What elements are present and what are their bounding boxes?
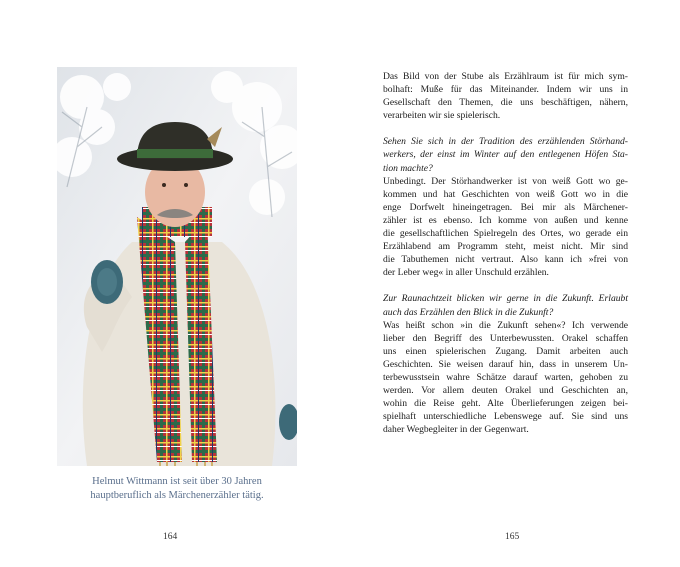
text-line: Geschichten. Sie weisen darauf hin, dass in unserem Un- bbox=[383, 358, 628, 370]
text-line: enge Dorfwelt hineingetragen. Bei mir als Märchener- bbox=[383, 201, 628, 213]
portrait-photo bbox=[57, 67, 297, 466]
text-line: Sehen Sie sich in der Tradition des erzählenden Störhand- bbox=[383, 136, 628, 148]
text-line: wohin die Reise geht. Alte Überlieferungen zeigen bei- bbox=[383, 398, 628, 410]
text-line: tion machte? bbox=[383, 162, 433, 174]
interview-answer bbox=[383, 175, 628, 280]
text-line: auch das Erzählen den Blick in die Zukunft? bbox=[383, 306, 554, 318]
text-line: Unbedingt. Der Störhandwerker ist von weiß Gott wo ge- bbox=[383, 175, 628, 187]
photo-caption bbox=[57, 475, 297, 503]
article-text bbox=[383, 70, 628, 436]
text-line: Erzählabend am Programm steht, meist nicht. Mir sind bbox=[383, 241, 628, 253]
text-line: werden. Vor allem deuten Orakel und Geschichten an, bbox=[383, 385, 628, 397]
text-line: Zur Raunachtzeit blicken wir gerne in die Zukunft. Erlaubt bbox=[383, 293, 628, 305]
text-line: Gesellschaft den Themen, die uns beschäftigen, nähern, bbox=[383, 97, 628, 109]
interview-question bbox=[383, 292, 628, 318]
text-line: zähler ist es ebenso. Ich komme von außen und kenne bbox=[383, 214, 628, 226]
text-line: verarbeiten wir sie spielerisch. bbox=[383, 110, 501, 122]
text-line: uns einen spielerischen Zugang. Damit arbeiten auch bbox=[383, 345, 628, 357]
text-line: die Tabuthemen nicht vertraut. Also kann ich »frei von bbox=[383, 254, 628, 266]
caption-line: Helmut Wittmann ist seit über 30 Jahren bbox=[92, 476, 262, 487]
text-line: bolhaft: Muße für das Miteinander. Indem wir uns in bbox=[383, 84, 628, 96]
text-line: terbewusstsein wahre Schätze darauf warten, gehoben zu bbox=[383, 371, 628, 383]
text-line: der Leber weg« in aller Unschuld erzählen. bbox=[383, 267, 549, 279]
interview-question bbox=[383, 135, 628, 174]
text-line: die gesellschaftlichen Spielregeln des Ortes, wo gerade ein bbox=[383, 228, 628, 240]
text-line: lieber den Begriff des Unterbewussten. Orakel schaffen bbox=[383, 332, 628, 344]
page-number-right: 165 bbox=[505, 532, 520, 542]
text-line: kommen und hat Geschichten von weiß Gott wo in die bbox=[383, 188, 628, 200]
text-line: werkers, der einst im Winter auf den entlegenen Höfen Sta- bbox=[383, 149, 628, 161]
page-number-left: 164 bbox=[163, 532, 178, 542]
text-line: Was heißt schon »in die Zukunft sehen«? Ich verwende bbox=[383, 319, 628, 331]
interview-answer bbox=[383, 319, 628, 437]
paragraph bbox=[383, 70, 628, 122]
text-line: daher Wegbegleiter in der Gegenwart. bbox=[383, 424, 529, 436]
caption-line: hauptberuflich als Märchenerzähler tätig. bbox=[90, 490, 264, 501]
text-line: Das Bild von der Stube als Erzählraum ist für mich sym- bbox=[383, 71, 628, 82]
text-line: spielhaft unterschiedliche Lebenswege auf. Sie sind uns bbox=[383, 411, 628, 423]
